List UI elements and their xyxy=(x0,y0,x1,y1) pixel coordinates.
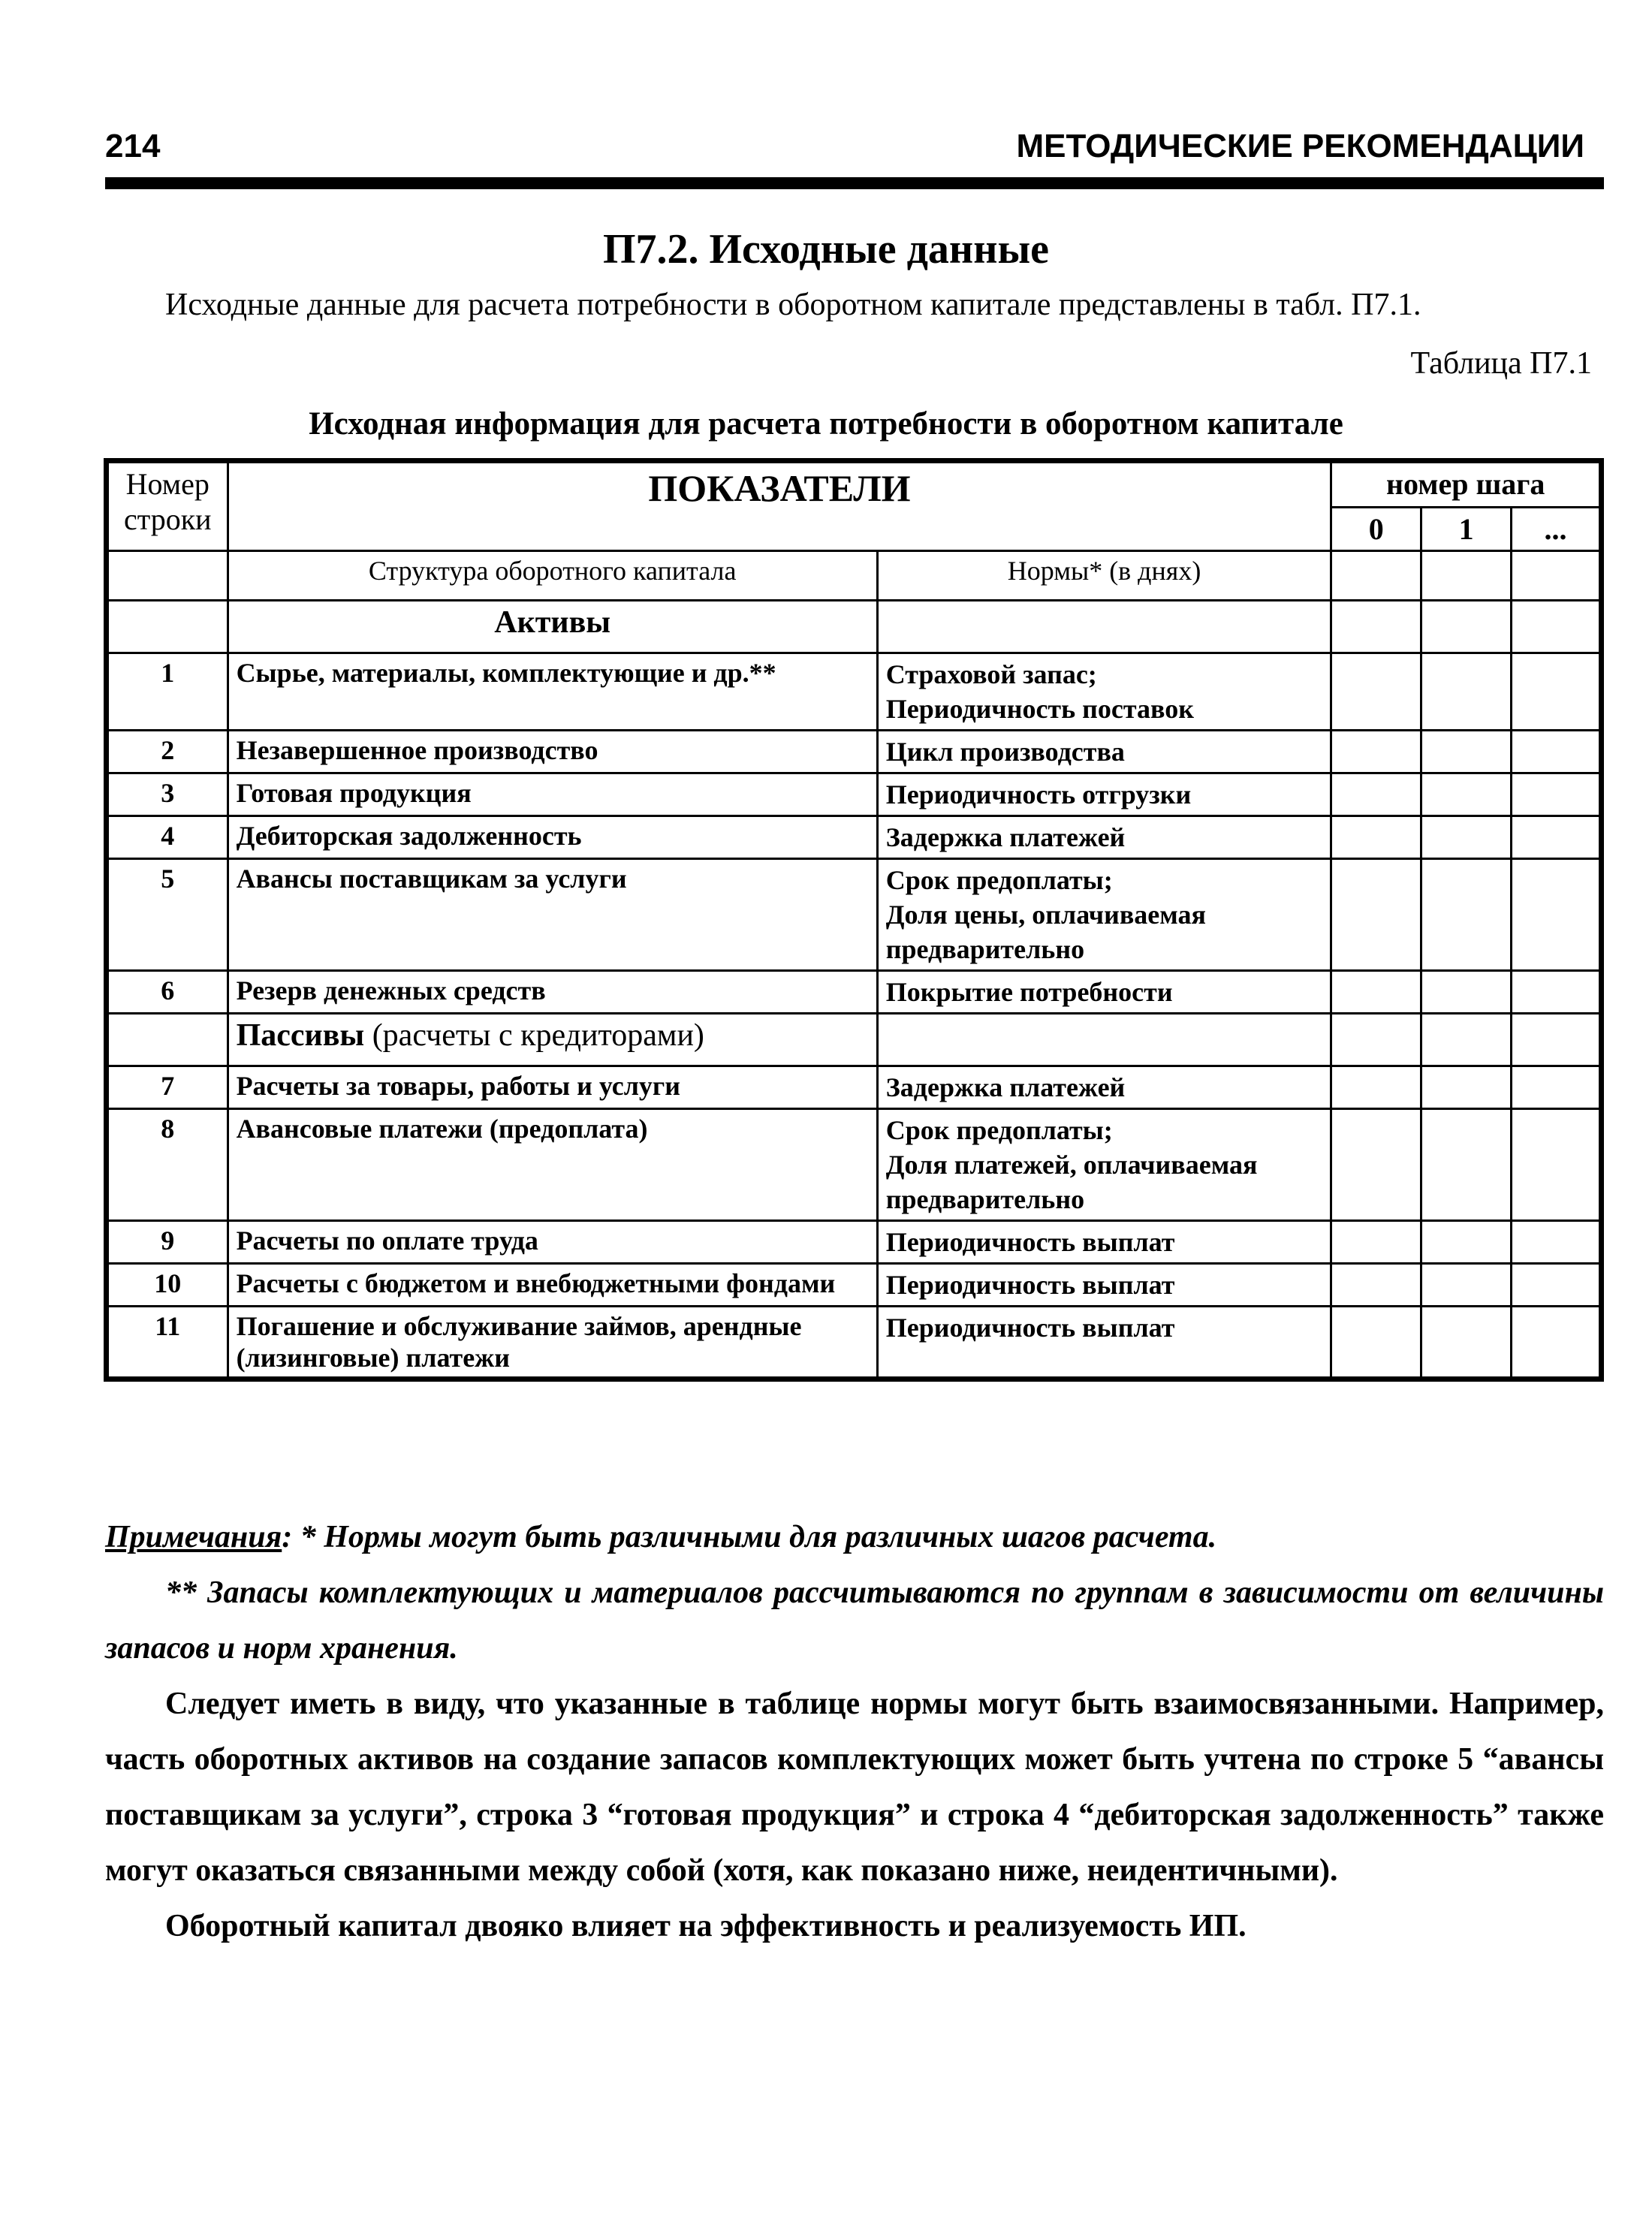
table-row xyxy=(107,1109,1602,1221)
step-value-cell xyxy=(1421,731,1512,773)
step-value-cell xyxy=(1331,1109,1421,1221)
step-value-cell xyxy=(1512,653,1602,731)
row-norms xyxy=(877,1264,1331,1307)
section-assets-label: Активы xyxy=(228,601,877,653)
col-indicators-header: ПОКАЗАТЕЛИ xyxy=(228,461,1331,551)
table-head xyxy=(107,461,1602,653)
row-norms xyxy=(877,731,1331,773)
norm-item: Доля платежей, оплачиваемая предварительно xyxy=(885,1150,1258,1214)
step-1: 1 xyxy=(1421,508,1512,551)
step-more: ... xyxy=(1512,508,1602,551)
section-assets-row xyxy=(107,601,1602,653)
data-table xyxy=(104,458,1604,1382)
row-norms xyxy=(877,971,1331,1014)
step-value-cell xyxy=(1512,859,1602,971)
section-heading: П7.2. Исходные данные xyxy=(602,226,1050,273)
step-value-cell xyxy=(1331,773,1421,816)
step-value-cell xyxy=(1421,816,1512,859)
norm-item: Периодичность поставок xyxy=(885,694,1194,724)
step-value-cell xyxy=(1512,816,1602,859)
subheader-row xyxy=(107,551,1602,601)
row-number: 5 xyxy=(107,859,228,971)
row-norms xyxy=(877,1307,1331,1379)
step-value-cell xyxy=(1421,1109,1512,1221)
step-value-cell xyxy=(1331,1221,1421,1264)
note-1 xyxy=(105,1509,1604,1565)
row-indicator: Сырье, материалы, комплектующие и др.** xyxy=(228,653,877,731)
row-indicator: Резерв денежных средств xyxy=(228,971,877,1014)
step-value-cell xyxy=(1331,1307,1421,1379)
norm-item: Периодичность отгрузки xyxy=(885,779,1192,809)
step-value-cell xyxy=(1421,1066,1512,1109)
table-row xyxy=(107,1307,1602,1379)
paragraph-1: Следует иметь в виду, что указанные в таблице нормы могут быть взаимосвязанными. Например, часть оборотных активов на создание запасов комплектующих может быть учтена по строке 5 “авансы поставщикам за услуги”, строка 3 “готовая продукция” и строка 4 “дебиторская задолженность” также могут оказаться связанными между собой (хотя, как показано ниже, неидентичными). xyxy=(105,1687,1604,1888)
row-norms xyxy=(877,1221,1331,1264)
row-indicator: Расчеты с бюджетом и внебюджетными фондами xyxy=(228,1264,877,1307)
step-value-cell xyxy=(1331,859,1421,971)
row-number: 6 xyxy=(107,971,228,1014)
section-liabilities-row xyxy=(107,1014,1602,1066)
norm-item: Периодичность выплат xyxy=(885,1270,1175,1300)
row-norms xyxy=(877,1066,1331,1109)
step-value-cell xyxy=(1421,773,1512,816)
step-value-cell xyxy=(1512,1221,1602,1264)
step-value-cell xyxy=(1331,653,1421,731)
step-value-cell xyxy=(1331,971,1421,1014)
row-indicator: Авансовые платежи (предоплата) xyxy=(228,1109,877,1221)
norm-item: Периодичность выплат xyxy=(885,1227,1175,1257)
section-liabilities-rest: (расчеты с кредиторами) xyxy=(364,1018,704,1053)
row-norms xyxy=(877,816,1331,859)
row-indicator: Незавершенное производство xyxy=(228,731,877,773)
row-number: 3 xyxy=(107,773,228,816)
col-step-header: номер шага xyxy=(1331,461,1602,508)
table-row xyxy=(107,859,1602,971)
step-value-cell xyxy=(1331,1264,1421,1307)
table-row xyxy=(107,971,1602,1014)
row-indicator: Погашение и обслуживание займов, арендные (лизинговые) платежи xyxy=(228,1307,877,1379)
row-indicator: Авансы поставщикам за услуги xyxy=(228,859,877,971)
paragraph-2: Оборотный капитал двояко влияет на эффективность и реализуемость ИП. xyxy=(165,1909,1247,1943)
step-value-cell xyxy=(1512,1109,1602,1221)
row-indicator: Расчеты по оплате труда xyxy=(228,1221,877,1264)
table-row xyxy=(107,1264,1602,1307)
assets-body xyxy=(107,653,1602,1014)
step-value-cell xyxy=(1512,731,1602,773)
row-number: 10 xyxy=(107,1264,228,1307)
step-value-cell xyxy=(1421,1221,1512,1264)
liabilities-section xyxy=(107,1014,1602,1066)
notes-block xyxy=(105,1509,1604,1954)
table-row xyxy=(107,773,1602,816)
table-row xyxy=(107,1066,1602,1109)
norm-item: Срок предоплаты; xyxy=(885,865,1113,895)
row-number: 8 xyxy=(107,1109,228,1221)
norm-item: Срок предоплаты; xyxy=(885,1115,1113,1145)
row-indicator: Готовая продукция xyxy=(228,773,877,816)
section-liabilities-bold: Пассивы xyxy=(236,1018,365,1053)
row-number: 9 xyxy=(107,1221,228,1264)
step-value-cell xyxy=(1421,1264,1512,1307)
step-value-cell xyxy=(1421,653,1512,731)
page-number: 214 xyxy=(105,128,161,164)
step-value-cell xyxy=(1512,1264,1602,1307)
norm-item: Страховой запас; xyxy=(885,659,1097,689)
norm-item: Задержка платежей xyxy=(885,822,1126,852)
section-liabilities-label xyxy=(228,1014,877,1066)
step-value-cell xyxy=(1331,1066,1421,1109)
step-0: 0 xyxy=(1331,508,1421,551)
table-row xyxy=(107,1221,1602,1264)
norm-item: Цикл производства xyxy=(885,737,1125,767)
row-number: 1 xyxy=(107,653,228,731)
row-indicator: Расчеты за товары, работы и услуги xyxy=(228,1066,877,1109)
col-number-header: Номер строки xyxy=(107,461,228,551)
table-row xyxy=(107,653,1602,731)
norm-item: Доля цены, оплачиваемая предварительно xyxy=(885,900,1207,964)
liabilities-body xyxy=(107,1066,1602,1379)
norm-item: Периодичность выплат xyxy=(885,1313,1175,1343)
step-value-cell xyxy=(1421,859,1512,971)
table-row xyxy=(107,731,1602,773)
row-number: 11 xyxy=(107,1307,228,1379)
note-1-text: : * Нормы могут быть различными для различных шагов расчета. xyxy=(282,1520,1217,1554)
sub-norms: Нормы* (в днях) xyxy=(877,551,1331,601)
step-value-cell xyxy=(1421,1307,1512,1379)
running-title: МЕТОДИЧЕСКИЕ РЕКОМЕНДАЦИИ xyxy=(1016,128,1584,164)
note-2: ** Запасы комплектующих и материалов рассчитываются по группам в зависимости от величины запасов и норм хранения. xyxy=(105,1575,1604,1666)
row-norms xyxy=(877,859,1331,971)
notes-label: Примечания xyxy=(105,1520,282,1554)
intro-text: Исходные данные для расчета потребности в оборотном капитале представлены в табл. П7.1. xyxy=(165,288,1421,322)
row-norms xyxy=(877,1109,1331,1221)
table-caption: Исходная информация для расчета потребности в оборотном капитале xyxy=(309,406,1343,442)
norm-item: Задержка платежей xyxy=(885,1072,1126,1102)
table-label: Таблица П7.1 xyxy=(1410,346,1592,381)
step-value-cell xyxy=(1512,1066,1602,1109)
row-norms xyxy=(877,773,1331,816)
row-indicator: Дебиторская задолженность xyxy=(228,816,877,859)
step-value-cell xyxy=(1512,1307,1602,1379)
step-value-cell xyxy=(1512,773,1602,816)
row-norms xyxy=(877,653,1331,731)
step-value-cell xyxy=(1331,731,1421,773)
sub-structure: Структура оборотного капитала xyxy=(228,551,877,601)
step-value-cell xyxy=(1421,971,1512,1014)
table-row xyxy=(107,816,1602,859)
step-value-cell xyxy=(1512,971,1602,1014)
running-header xyxy=(105,128,1599,173)
header-rule xyxy=(105,177,1604,189)
norm-item: Покрытие потребности xyxy=(885,977,1173,1007)
row-number: 2 xyxy=(107,731,228,773)
row-number: 4 xyxy=(107,816,228,859)
step-value-cell xyxy=(1331,816,1421,859)
row-number: 7 xyxy=(107,1066,228,1109)
